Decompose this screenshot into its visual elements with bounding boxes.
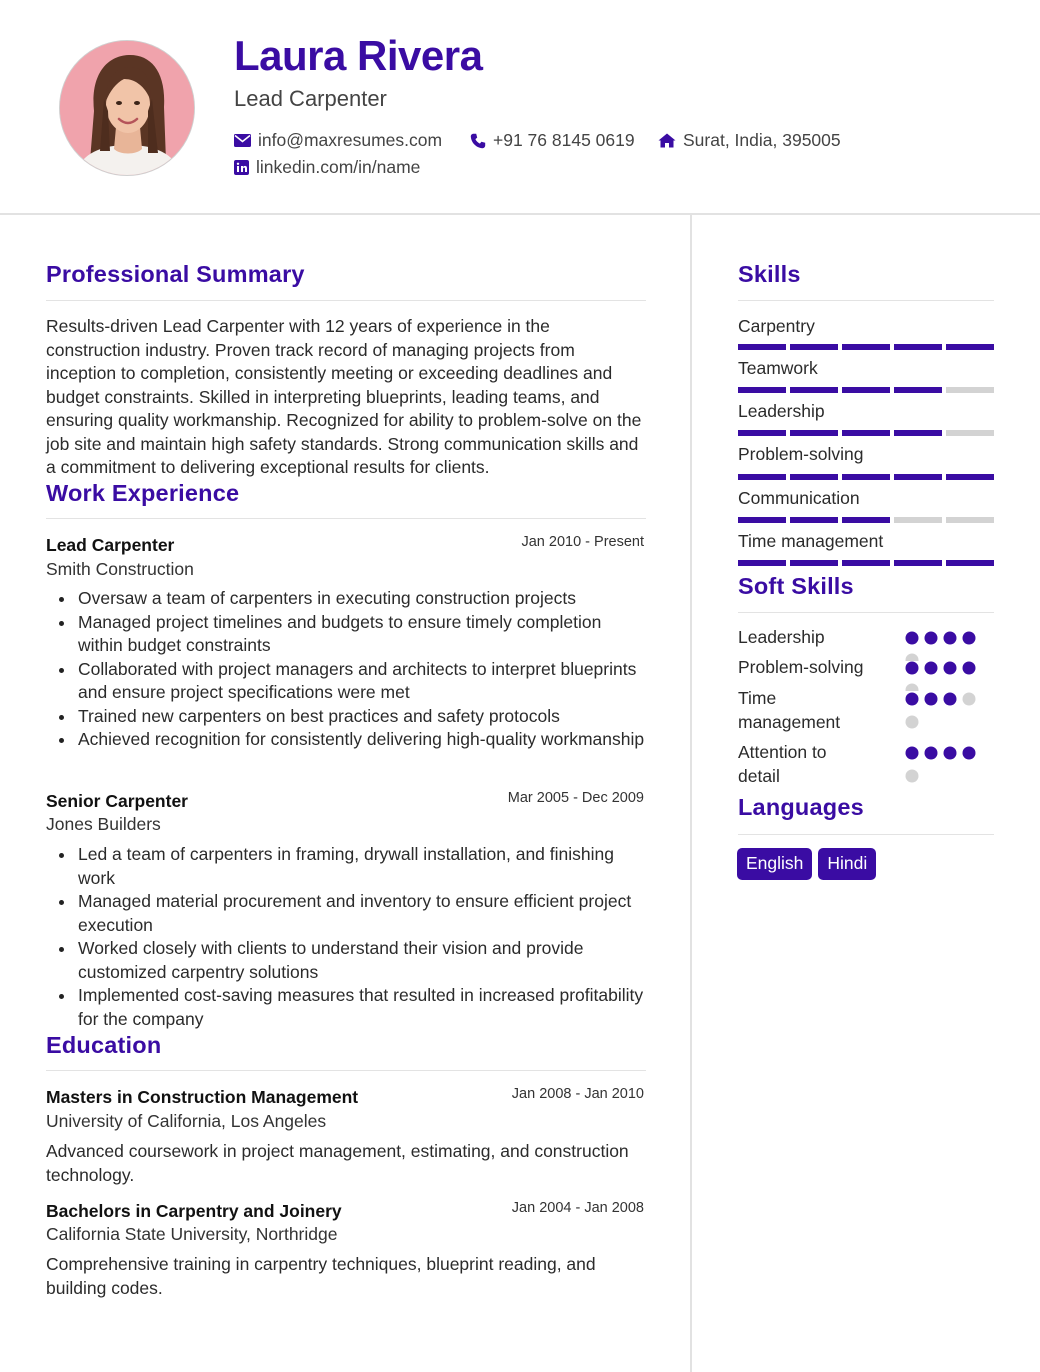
degree-dates: Jan 2004 - Jan 2008 (511, 1200, 644, 1216)
bullet-item: Managed project timelines and budgets to ensure timely completion within budget constraints (46, 611, 646, 658)
soft-dot-filled (925, 747, 938, 760)
job-dates: Mar 2005 - Dec 2009 (507, 790, 644, 806)
soft-skill-name: Leadership (738, 627, 825, 647)
skill-segment-filled (738, 517, 786, 523)
skill-segment-filled (738, 344, 786, 350)
candidate-name: Laura Rivera (234, 32, 483, 79)
bullet-item: Achieved recognition for consistently delivering high-quality workmanship (46, 728, 646, 752)
skill-segment-filled (842, 344, 890, 350)
bullet-item: Implemented cost-saving measures that resulted in increased profitability for the company (46, 984, 646, 1031)
skill-level-bar (738, 560, 994, 566)
language-chip: English (737, 848, 812, 880)
candidate-title: Lead Carpenter (234, 86, 387, 111)
summary-rule (46, 300, 646, 301)
school-name: University of California, Los Angeles (46, 1111, 327, 1131)
soft-dot-empty (963, 693, 976, 706)
language-chip: Hindi (818, 848, 876, 880)
summary-text: Results-driven Lead Carpenter with 12 years of experience in the construction industry. Proven track record of managing projects from inception to completion, consistently meeting or exceeding deadlines and budget constraints. Skilled in interpreting blueprints, leading teams, and ensuring quality workmanship. Recognized for ability to problem-solve on the job site and maintain high safety standards. Strong communication skills and a commitment to delivering exceptional results for clients. (46, 316, 642, 477)
skill-segment-filled (842, 517, 890, 523)
skill-segment-filled (946, 474, 994, 480)
job-company: Smith Construction (46, 559, 194, 579)
skill-level-bar (738, 474, 994, 480)
skill-level-bar (738, 430, 994, 436)
soft-dot-filled (963, 747, 976, 760)
experience-heading: Work Experience (46, 480, 240, 506)
skill-segment-filled (894, 560, 942, 566)
job-company: Jones Builders (46, 814, 161, 834)
skill-name: Communication (738, 488, 860, 508)
degree-title: Bachelors in Carpentry and Joinery (46, 1201, 342, 1221)
bullet-item: Led a team of carpenters in framing, drywall installation, and finishing work (46, 843, 646, 890)
summary-heading: Professional Summary (46, 261, 305, 287)
phone-text[interactable]: +91 76 8145 0619 (493, 130, 635, 150)
skill-segment-filled (738, 474, 786, 480)
email-text[interactable]: info@maxresumes.com (258, 130, 443, 150)
resume-header (0, 0, 1040, 215)
soft-skills-rule (738, 612, 994, 613)
avatar (59, 40, 195, 176)
phone-contact[interactable] (470, 130, 635, 151)
skill-segment-filled (790, 344, 838, 350)
soft-skill-dots (905, 629, 977, 661)
bullet-item: Collaborated with project managers and architects to interpret blueprints and ensure project specifications were met (46, 658, 646, 705)
skill-segment-empty (946, 517, 994, 523)
skill-level-bar (738, 344, 994, 350)
soft-dot-filled (906, 693, 919, 706)
soft-skill-dots (905, 744, 977, 786)
location-contact (658, 130, 841, 151)
location-text: Surat, India, 395005 (683, 130, 841, 150)
soft-dot-filled (944, 662, 957, 675)
skill-segment-empty (894, 517, 942, 523)
degree-title: Masters in Construction Management (46, 1087, 359, 1107)
bullet-item: Managed material procurement and inventory to ensure efficient project execution (46, 890, 646, 937)
skills-heading: Skills (738, 261, 801, 287)
job-title: Lead Carpenter (46, 535, 175, 555)
skill-segment-filled (842, 474, 890, 480)
linkedin-icon (234, 160, 249, 175)
portrait-image (60, 41, 195, 176)
skill-segment-filled (894, 474, 942, 480)
column-divider (690, 215, 692, 1372)
skill-segment-filled (946, 560, 994, 566)
skill-segment-filled (946, 344, 994, 350)
skill-segment-empty (946, 387, 994, 393)
job-title: Senior Carpenter (46, 791, 188, 811)
soft-skill-name: Attention to detail (738, 742, 827, 786)
job-dates: Jan 2010 - Present (521, 534, 644, 550)
soft-dot-empty (906, 716, 919, 729)
skill-segment-filled (738, 387, 786, 393)
soft-dot-filled (925, 693, 938, 706)
soft-skills-heading: Soft Skills (738, 573, 854, 599)
skill-segment-filled (842, 560, 890, 566)
soft-dot-filled (906, 662, 919, 675)
soft-dot-filled (963, 632, 976, 645)
skill-segment-filled (790, 387, 838, 393)
skill-segment-filled (738, 560, 786, 566)
experience-rule (46, 518, 646, 519)
skill-segment-filled (894, 387, 942, 393)
envelope-icon (234, 134, 251, 147)
soft-dot-filled (944, 632, 957, 645)
linkedin-text[interactable]: linkedin.com/in/name (256, 157, 421, 177)
skill-level-bar (738, 387, 994, 393)
skill-segment-filled (790, 474, 838, 480)
skill-segment-filled (842, 387, 890, 393)
degree-description: Advanced coursework in project management, estimating, and construction technology. (46, 1141, 629, 1185)
soft-dot-filled (925, 662, 938, 675)
job-bullets (46, 587, 646, 752)
skill-name: Time management (738, 531, 884, 551)
soft-dot-empty (906, 770, 919, 783)
job-bullets (46, 843, 646, 1031)
skill-name: Leadership (738, 401, 825, 421)
school-name: California State University, Northridge (46, 1224, 338, 1244)
soft-dot-filled (963, 662, 976, 675)
education-heading: Education (46, 1032, 162, 1058)
skill-level-bar (738, 517, 994, 523)
linkedin-contact[interactable] (234, 157, 420, 178)
bullet-item: Worked closely with clients to understand their vision and provide customized carpentry solutions (46, 937, 646, 984)
language-list (737, 848, 876, 880)
soft-dot-filled (944, 693, 957, 706)
skill-segment-filled (738, 430, 786, 436)
skill-segment-filled (790, 430, 838, 436)
skill-segment-filled (894, 344, 942, 350)
skill-name: Carpentry (738, 316, 815, 336)
skill-segment-filled (790, 560, 838, 566)
soft-dot-filled (906, 632, 919, 645)
soft-skill-dots (905, 659, 977, 691)
degree-description: Comprehensive training in carpentry techniques, blueprint reading, and building codes. (46, 1254, 596, 1298)
skill-name: Problem-solving (738, 444, 864, 464)
degree-dates: Jan 2008 - Jan 2010 (511, 1086, 644, 1102)
email-contact[interactable] (234, 130, 442, 151)
soft-dot-filled (925, 632, 938, 645)
soft-dot-filled (906, 747, 919, 760)
soft-skill-dots (905, 690, 977, 732)
skill-segment-filled (894, 430, 942, 436)
skill-segment-empty (946, 430, 994, 436)
home-icon (658, 133, 676, 148)
skills-rule (738, 300, 994, 301)
education-rule (46, 1070, 646, 1071)
soft-dot-filled (944, 747, 957, 760)
languages-rule (738, 834, 994, 835)
soft-skill-name: Problem-solving (738, 657, 864, 677)
skill-segment-filled (790, 517, 838, 523)
bullet-item: Oversaw a team of carpenters in executing construction projects (46, 587, 646, 611)
languages-heading: Languages (738, 794, 864, 820)
bullet-item: Trained new carpenters on best practices and safety protocols (46, 705, 646, 729)
phone-icon (470, 133, 486, 149)
skill-name: Teamwork (738, 358, 818, 378)
soft-skill-name: Time management (738, 688, 841, 732)
skill-segment-filled (842, 430, 890, 436)
